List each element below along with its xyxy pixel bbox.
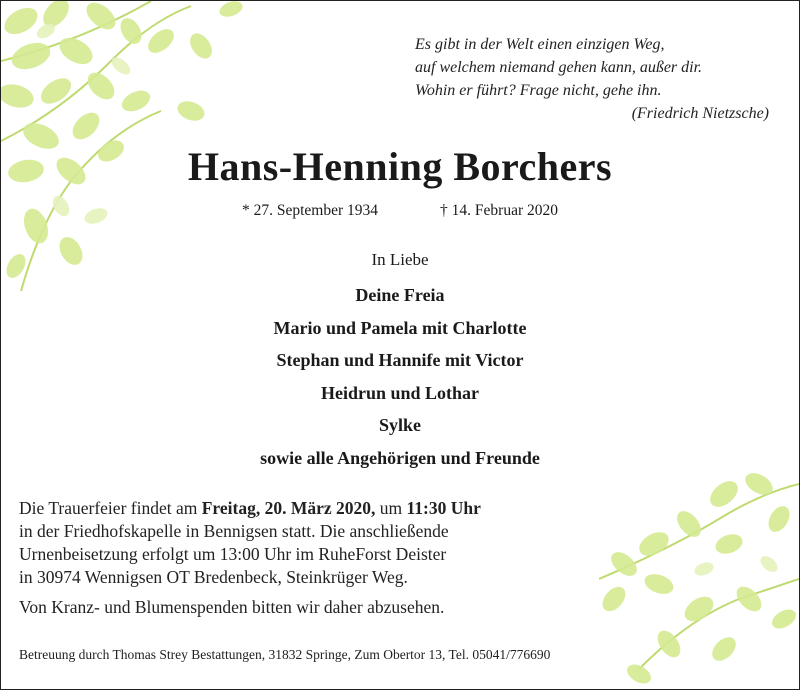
- funeral-home-footer: Betreuung durch Thomas Strey Bestattungen, 31832 Springe, Zum Obertor 13, Tel. 05041/776690: [19, 647, 551, 662]
- ceremony-info: [19, 497, 619, 619]
- ceremony-text: um: [375, 498, 407, 518]
- mourner-name: Stephan und Hannife mit Victor: [276, 350, 524, 370]
- quote-author: (Friedrich Nietzsche): [631, 105, 769, 122]
- quote-line: Es gibt in der Welt einen einzigen Weg,: [415, 36, 665, 53]
- death-date: † 14. Februar 2020: [440, 202, 558, 219]
- mourners-list: [1, 248, 799, 474]
- mourners-intro: In Liebe: [371, 250, 429, 269]
- deceased-name: Hans-Henning Borchers: [187, 144, 613, 189]
- mourner-name: Sylke: [378, 415, 421, 435]
- ceremony-line: in 30974 Wennigsen OT Bredenbeck, Steinkrüger Weg.: [19, 567, 408, 587]
- mourner-name: Deine Freia: [355, 285, 445, 305]
- mourner-name: Mario und Pamela mit Charlotte: [273, 317, 527, 338]
- flowers-note: Von Kranz- und Blumenspenden bitten wir daher abzusehen.: [19, 597, 445, 617]
- mourner-name: Heidrun und Lothar: [320, 382, 480, 403]
- ceremony-line: in der Friedhofskapelle in Bennigsen statt. Die anschließende: [19, 521, 449, 541]
- mourner-name: sowie alle Angehörigen und Freunde: [260, 447, 540, 468]
- epigraph-quote: [415, 33, 775, 125]
- birth-date: * 27. September 1934: [242, 202, 379, 219]
- ceremony-text: Die Trauerfeier findet am: [19, 498, 202, 518]
- ceremony-line: [19, 497, 619, 520]
- ceremony-date: Freitag, 20. März 2020,: [201, 498, 376, 518]
- leaves-decoration-bottom-right: [599, 469, 799, 689]
- quote-line: Wohin er führt? Frage nicht, gehe ihn.: [415, 82, 662, 99]
- ceremony-line: Urnenbeisetzung erfolgt um 13:00 Uhr im RuheForst Deister: [19, 544, 447, 564]
- ceremony-paragraph: [19, 497, 619, 589]
- quote-line: auf welchem niemand gehen kann, außer dir.: [415, 59, 703, 76]
- ceremony-time: 11:30 Uhr: [406, 498, 481, 518]
- life-dates: [1, 202, 799, 220]
